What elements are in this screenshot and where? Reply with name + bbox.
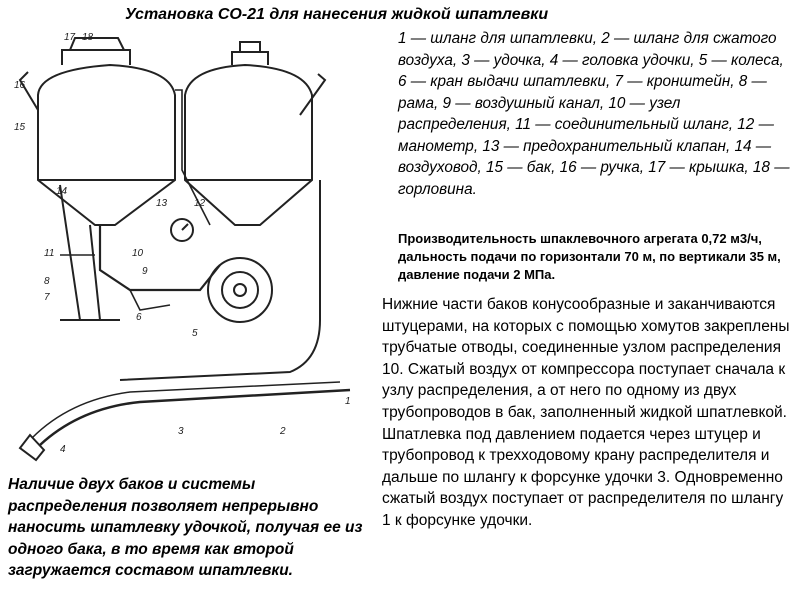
- equipment-drawing: [0, 20, 385, 470]
- equipment-drawing-svg: [0, 20, 385, 470]
- label-4: 4: [60, 444, 66, 455]
- summary-note: Наличие двух баков и системы распределения позволяет непрерывно наносить шпатлевку удочкой, получая ее из одного бака, в то время как второй загружается составом шпатлевки.: [8, 476, 363, 579]
- label-17: 17: [64, 32, 76, 43]
- label-13: 13: [156, 198, 168, 209]
- label-2: 2: [280, 426, 286, 437]
- label-3: 3: [178, 426, 184, 437]
- label-5: 5: [192, 328, 198, 339]
- parts-legend: 1 — шланг для шпатлевки, 2 — шланг для сжатого воздуха, 3 — удочка, 4 — головка удочки, 5 — колеса, 6 — кран выдачи шпатлевки, 7 — кронштейн, 8 — рама, 9 — воздушный канал, 10 — узел распределения, 11 — соединительный шланг, 12 — манометр, 13 — предохранительный клапан, 14 — воздуховод, 15 — бак, 16 — ручка, 17 — крышка, 18 — горловина.: [398, 30, 790, 198]
- label-11: 11: [44, 248, 55, 259]
- label-12: 12: [194, 198, 206, 209]
- left-tank-lid: [70, 38, 124, 50]
- label-6: 6: [136, 312, 142, 323]
- label-15: 15: [14, 122, 26, 133]
- left-tank: [38, 65, 175, 225]
- slide-title: Установка СО-21 для нанесения жидкой шпатлевки: [125, 6, 549, 23]
- label-7: 7: [44, 292, 50, 303]
- operation-description: Нижние части баков конусообразные и заканчиваются штуцерами, на которых с помощью хомутов закреплены трубчатые отводы, соединенные узлом распределения 10. Сжатый воздух от компрессора поступает сначала к узлу распределения, а от него по одному из двух трубопроводов в бак, заполненный жидкой шпатлевкой. Шпатлевка под давлением подается через штуцер и трубопровод к трехходовому крану распределителя и дальше по шлангу к форсунке удочки 3. Одновременно сжатый воздух поступает от распределителя по шлангу 1 к форсунке удочки.: [382, 296, 790, 529]
- label-9: 9: [142, 266, 148, 277]
- label-10: 10: [132, 248, 144, 259]
- label-18: 18: [82, 32, 94, 43]
- label-1: 1: [345, 396, 351, 407]
- label-14: 14: [56, 186, 68, 197]
- label-8: 8: [44, 276, 50, 287]
- handle-left: [20, 72, 38, 110]
- performance-specs: Производительность шпаклевочного агрегата 0,72 м3/ч, дальность подачи по горизонтали 70 м, по вертикали 35 м, давление подачи 2 МПа.: [398, 231, 781, 282]
- left-tank-neck: [62, 50, 130, 65]
- rod-head: [20, 435, 44, 460]
- label-16: 16: [14, 80, 26, 91]
